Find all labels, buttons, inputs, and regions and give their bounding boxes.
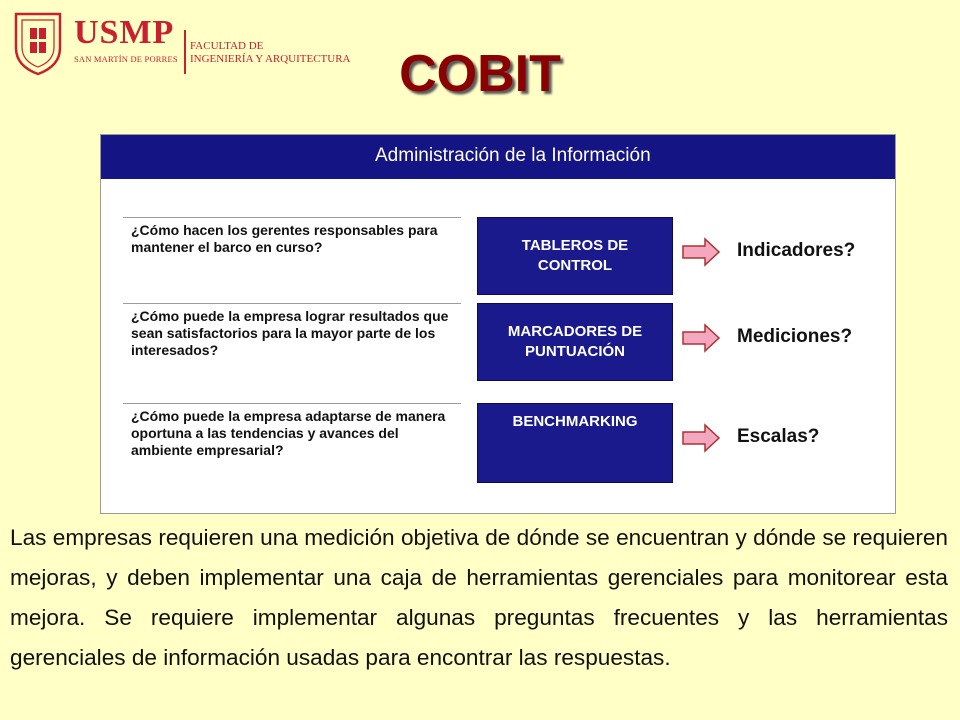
- figure-header-text: Administración de la Información: [375, 145, 651, 166]
- faculty-line-2: INGENIERÍA Y ARQUITECTURA: [190, 53, 351, 65]
- tool-label-1: TABLEROS DE CONTROL: [521, 237, 629, 274]
- university-name: SAN MARTÍN DE PORRES: [74, 54, 178, 64]
- arrow-right-icon: [681, 323, 721, 353]
- tool-box-3: [477, 403, 673, 483]
- question-3: ¿Cómo puede la empresa adaptarse de manera oportuna a las tendencias y avances del ambiente empresarial?: [131, 408, 446, 458]
- tool-box-1: [477, 217, 673, 295]
- answer-3: Escalas?: [737, 426, 820, 447]
- tool-box-2: [477, 303, 673, 381]
- question-1: ¿Cómo hacen los gerentes responsables para mantener el barco en curso?: [131, 222, 438, 255]
- row-divider: [123, 303, 461, 304]
- row-divider: [123, 217, 461, 218]
- tool-label-2: MARCADORES DE PUNTUACIÓN: [507, 323, 643, 360]
- arrow-right-icon: [681, 423, 721, 453]
- tool-label-3: BENCHMARKING: [512, 413, 638, 430]
- arrow-right-icon: [681, 237, 721, 267]
- figure-header: [101, 135, 895, 179]
- slide-title: COBIT: [399, 45, 561, 103]
- answer-2: Mediciones?: [737, 326, 853, 347]
- answer-1: Indicadores?: [737, 240, 856, 261]
- row-divider: [123, 403, 461, 404]
- body-paragraph: Las empresas requieren una medición objetiva de dónde se encuentran y dónde se requieren mejoras, y deben implementar una caja de herramientas gerenciales para monitorear esta mejora. Se requiere implementar algunas preguntas frecuentes y las herramientas gerenciales de información usadas para encontrar las respuestas.: [10, 525, 948, 670]
- figure-panel: [100, 134, 896, 514]
- usmp-wordmark: USMP: [74, 14, 175, 51]
- faculty-line-1: FACULTAD DE: [190, 40, 264, 52]
- question-2: ¿Cómo puede la empresa lograr resultados que sean satisfactorios para la mayor parte de los interesados?: [131, 308, 449, 358]
